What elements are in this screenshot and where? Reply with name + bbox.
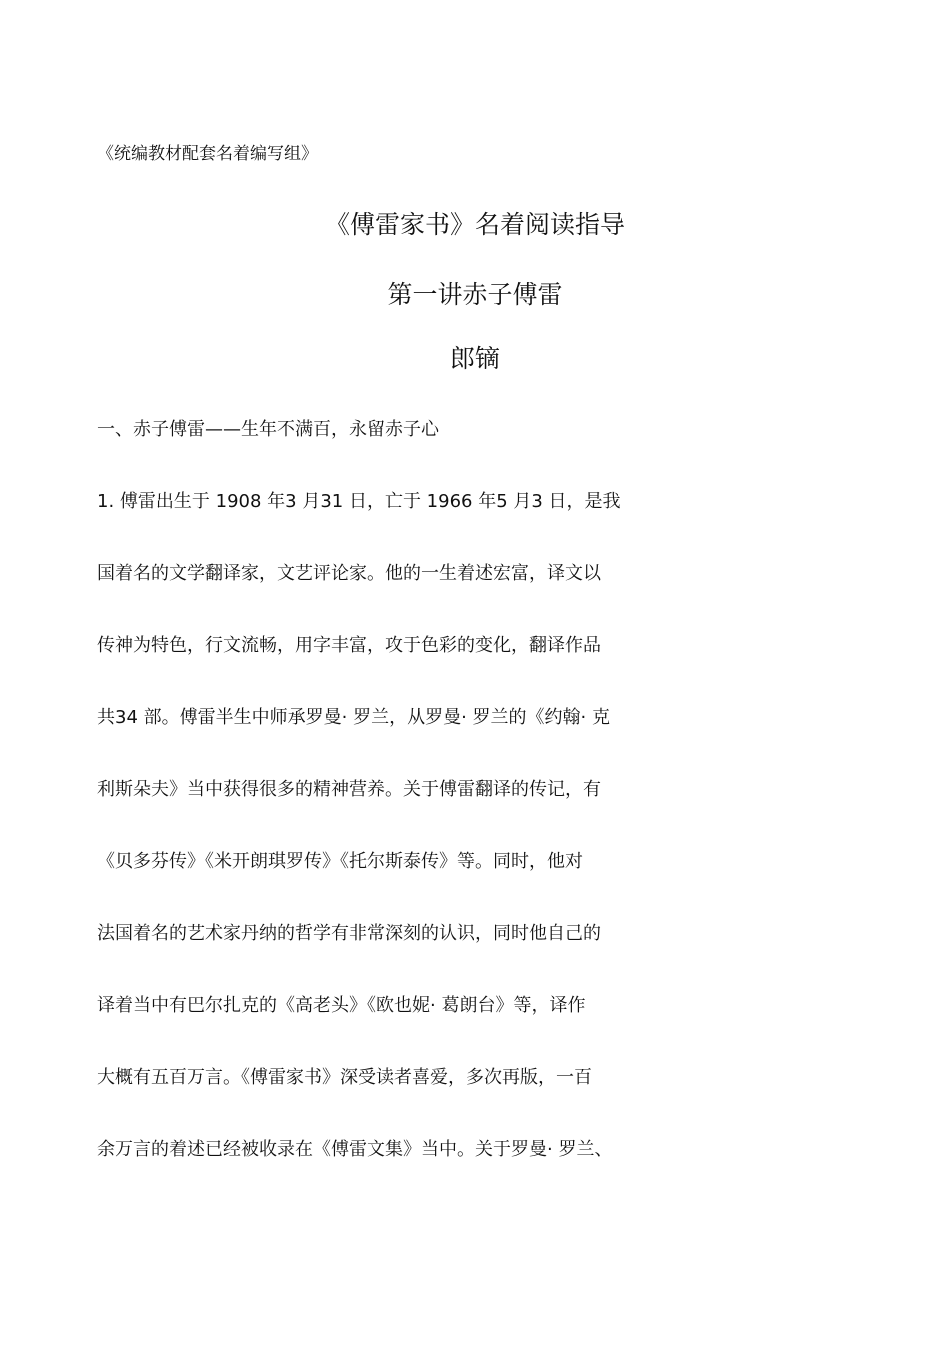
- body-line: 余万言的着述已经被收录在《傅雷文集》当中。关于罗曼· 罗兰、: [97, 1139, 613, 1160]
- body-line: 传神为特色，行文流畅，用字丰富，攻于色彩的变化，翻译作品: [97, 635, 601, 656]
- body-line: 《贝多芬传》《米开朗琪罗传》《托尔斯泰传》等。同时，他对: [97, 851, 583, 872]
- body-line: 1. 傅雷出生于 1908 年3 月31 日，亡于 1966 年5 月3 日，是我: [97, 491, 621, 512]
- body-line: 大概有五百万言。《傅雷家书》深受读者喜爱，多次再版，一百: [97, 1067, 592, 1088]
- document-title: 《傅雷家书》名着阅读指导: [324, 210, 625, 239]
- section-heading: 一、赤子傅雷——生年不满百，永留赤子心: [97, 419, 439, 440]
- body-line: 法国着名的艺术家丹纳的哲学有非常深刻的认识，同时他自己的: [97, 923, 601, 944]
- body-line: 国着名的文学翻译家，文艺评论家。他的一生着述宏富，译文以: [97, 563, 601, 584]
- body-line: 利斯朵夫》当中获得很多的精神营养。关于傅雷翻译的传记，有: [97, 779, 601, 800]
- lecture-title: 第一讲赤子傅雷: [387, 280, 563, 309]
- body-line: 共34 部。傅雷半生中师承罗曼· 罗兰，从罗曼· 罗兰的《约翰· 克: [97, 707, 610, 728]
- body-line: 译着当中有巴尔扎克的《高老头》《欧也妮· 葛朗台》等，译作: [97, 995, 586, 1016]
- author-name: 郎镝: [449, 344, 500, 373]
- body-text: [97, 488, 697, 1208]
- header-note: 《统编教材配套名着编写组》: [97, 144, 318, 164]
